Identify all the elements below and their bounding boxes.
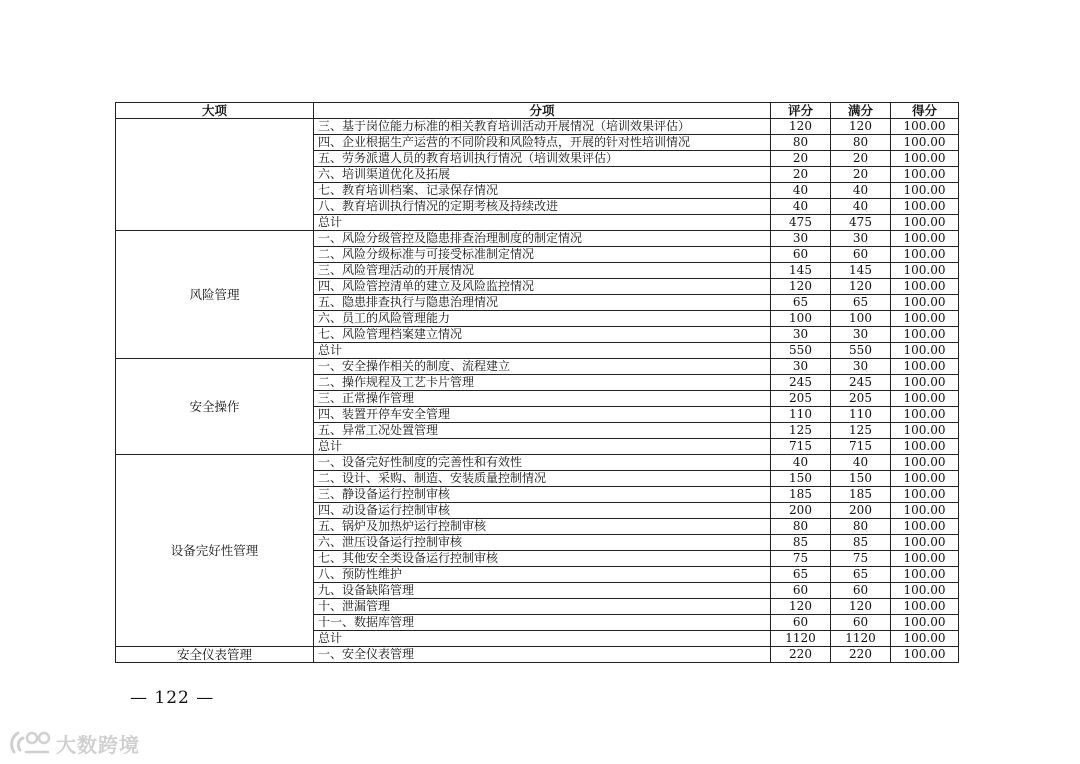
full-score-cell: 20 xyxy=(831,167,891,183)
result-cell: 100.00 xyxy=(891,487,959,503)
header-item: 分项 xyxy=(314,103,771,119)
full-score-cell: 20 xyxy=(831,151,891,167)
page-number: — 122 — xyxy=(130,688,215,708)
score-cell: 80 xyxy=(771,519,831,535)
result-cell: 100.00 xyxy=(891,503,959,519)
item-cell: 十、泄漏管理 xyxy=(314,599,771,615)
full-score-cell: 220 xyxy=(831,647,891,663)
full-score-cell: 185 xyxy=(831,487,891,503)
item-cell: 三、正常操作管理 xyxy=(314,391,771,407)
table-row xyxy=(116,231,959,247)
item-cell: 九、设备缺陷管理 xyxy=(314,583,771,599)
full-score-cell: 125 xyxy=(831,423,891,439)
score-cell: 100 xyxy=(771,311,831,327)
item-cell: 总计 xyxy=(314,439,771,455)
result-cell: 100.00 xyxy=(891,327,959,343)
result-cell: 100.00 xyxy=(891,471,959,487)
item-cell: 总计 xyxy=(314,215,771,231)
score-cell: 150 xyxy=(771,471,831,487)
item-cell: 一、安全仪表管理 xyxy=(314,647,771,663)
item-cell: 四、动设备运行控制审核 xyxy=(314,503,771,519)
full-score-cell: 120 xyxy=(831,119,891,135)
item-cell: 二、操作规程及工艺卡片管理 xyxy=(314,375,771,391)
item-cell: 三、风险管理活动的开展情况 xyxy=(314,263,771,279)
item-cell: 七、教育培训档案、记录保存情况 xyxy=(314,183,771,199)
result-cell: 100.00 xyxy=(891,535,959,551)
item-cell: 八、教育培训执行情况的定期考核及持续改进 xyxy=(314,199,771,215)
result-cell: 100.00 xyxy=(891,583,959,599)
score-cell: 475 xyxy=(771,215,831,231)
item-cell: 总计 xyxy=(314,631,771,647)
score-cell: 145 xyxy=(771,263,831,279)
result-cell: 100.00 xyxy=(891,439,959,455)
full-score-cell: 110 xyxy=(831,407,891,423)
score-cell: 1120 xyxy=(771,631,831,647)
item-cell: 六、泄压设备运行控制审核 xyxy=(314,535,771,551)
full-score-cell: 40 xyxy=(831,183,891,199)
item-cell: 七、风险管理档案建立情况 xyxy=(314,327,771,343)
full-score-cell: 715 xyxy=(831,439,891,455)
full-score-cell: 145 xyxy=(831,263,891,279)
item-cell: 六、员工的风险管理能力 xyxy=(314,311,771,327)
result-cell: 100.00 xyxy=(891,119,959,135)
full-score-cell: 30 xyxy=(831,231,891,247)
category-cell xyxy=(116,119,314,231)
item-cell: 一、设备完好性制度的完善性和有效性 xyxy=(314,455,771,471)
item-cell: 六、培训渠道优化及拓展 xyxy=(314,167,771,183)
full-score-cell: 85 xyxy=(831,535,891,551)
result-cell: 100.00 xyxy=(891,183,959,199)
item-cell: 五、隐患排查执行与隐患治理情况 xyxy=(314,295,771,311)
header-category: 大项 xyxy=(116,103,314,119)
watermark-text: 大数跨境 xyxy=(56,732,140,757)
score-cell: 60 xyxy=(771,247,831,263)
result-cell: 100.00 xyxy=(891,551,959,567)
result-cell: 100.00 xyxy=(891,167,959,183)
result-cell: 100.00 xyxy=(891,455,959,471)
full-score-cell: 60 xyxy=(831,247,891,263)
score-cell: 30 xyxy=(771,327,831,343)
score-cell: 40 xyxy=(771,455,831,471)
item-cell: 二、风险分级标准与可接受标准制定情况 xyxy=(314,247,771,263)
item-cell: 四、企业根据生产运营的不同阶段和风险特点，开展的针对性培训情况 xyxy=(314,135,771,151)
score-cell: 120 xyxy=(771,279,831,295)
score-cell: 185 xyxy=(771,487,831,503)
result-cell: 100.00 xyxy=(891,199,959,215)
full-score-cell: 120 xyxy=(831,599,891,615)
score-cell: 120 xyxy=(771,119,831,135)
header-result: 得分 xyxy=(891,103,959,119)
full-score-cell: 550 xyxy=(831,343,891,359)
result-cell: 100.00 xyxy=(891,615,959,631)
table-row xyxy=(116,455,959,471)
score-cell: 715 xyxy=(771,439,831,455)
table-row xyxy=(116,647,959,663)
result-cell: 100.00 xyxy=(891,599,959,615)
item-cell: 十一、数据库管理 xyxy=(314,615,771,631)
category-cell: 设备完好性管理 xyxy=(116,455,314,647)
score-cell: 245 xyxy=(771,375,831,391)
full-score-cell: 150 xyxy=(831,471,891,487)
result-cell: 100.00 xyxy=(891,135,959,151)
score-cell: 60 xyxy=(771,615,831,631)
result-cell: 100.00 xyxy=(891,567,959,583)
full-score-cell: 120 xyxy=(831,279,891,295)
score-cell: 75 xyxy=(771,551,831,567)
full-score-cell: 75 xyxy=(831,551,891,567)
score-cell: 550 xyxy=(771,343,831,359)
logo-icon xyxy=(8,728,52,758)
full-score-cell: 40 xyxy=(831,455,891,471)
score-cell: 40 xyxy=(771,183,831,199)
score-cell: 110 xyxy=(771,407,831,423)
item-cell: 一、安全操作相关的制度、流程建立 xyxy=(314,359,771,375)
result-cell: 100.00 xyxy=(891,151,959,167)
item-cell: 总计 xyxy=(314,343,771,359)
item-cell: 四、装置开停车安全管理 xyxy=(314,407,771,423)
result-cell: 100.00 xyxy=(891,343,959,359)
result-cell: 100.00 xyxy=(891,279,959,295)
full-score-cell: 60 xyxy=(831,615,891,631)
score-cell: 40 xyxy=(771,199,831,215)
score-cell: 200 xyxy=(771,503,831,519)
full-score-cell: 200 xyxy=(831,503,891,519)
result-cell: 100.00 xyxy=(891,647,959,663)
result-cell: 100.00 xyxy=(891,519,959,535)
category-cell: 安全仪表管理 xyxy=(116,647,314,663)
score-cell: 65 xyxy=(771,295,831,311)
item-cell: 五、锅炉及加热炉运行控制审核 xyxy=(314,519,771,535)
table-header-row xyxy=(116,103,959,119)
full-score-cell: 65 xyxy=(831,295,891,311)
item-cell: 五、异常工况处置管理 xyxy=(314,423,771,439)
item-cell: 八、预防性维护 xyxy=(314,567,771,583)
result-cell: 100.00 xyxy=(891,359,959,375)
item-cell: 五、劳务派遣人员的教育培训执行情况（培训效果评估） xyxy=(314,151,771,167)
table-body xyxy=(116,119,959,663)
header-score: 评分 xyxy=(771,103,831,119)
full-score-cell: 30 xyxy=(831,327,891,343)
result-cell: 100.00 xyxy=(891,407,959,423)
item-cell: 三、静设备运行控制审核 xyxy=(314,487,771,503)
result-cell: 100.00 xyxy=(891,295,959,311)
score-cell: 120 xyxy=(771,599,831,615)
score-cell: 85 xyxy=(771,535,831,551)
result-cell: 100.00 xyxy=(891,231,959,247)
score-cell: 60 xyxy=(771,583,831,599)
result-cell: 100.00 xyxy=(891,375,959,391)
full-score-cell: 245 xyxy=(831,375,891,391)
result-cell: 100.00 xyxy=(891,423,959,439)
result-cell: 100.00 xyxy=(891,247,959,263)
score-cell: 30 xyxy=(771,359,831,375)
full-score-cell: 65 xyxy=(831,567,891,583)
result-cell: 100.00 xyxy=(891,215,959,231)
score-cell: 30 xyxy=(771,231,831,247)
score-cell: 125 xyxy=(771,423,831,439)
full-score-cell: 40 xyxy=(831,199,891,215)
full-score-cell: 30 xyxy=(831,359,891,375)
category-cell: 风险管理 xyxy=(116,231,314,359)
full-score-cell: 80 xyxy=(831,519,891,535)
table-row xyxy=(116,119,959,135)
score-cell: 80 xyxy=(771,135,831,151)
item-cell: 二、设计、采购、制造、安装质量控制情况 xyxy=(314,471,771,487)
header-full: 满分 xyxy=(831,103,891,119)
watermark xyxy=(8,728,140,758)
item-cell: 一、风险分级管控及隐患排查治理制度的制定情况 xyxy=(314,231,771,247)
result-cell: 100.00 xyxy=(891,631,959,647)
full-score-cell: 60 xyxy=(831,583,891,599)
result-cell: 100.00 xyxy=(891,263,959,279)
full-score-cell: 80 xyxy=(831,135,891,151)
full-score-cell: 100 xyxy=(831,311,891,327)
score-cell: 205 xyxy=(771,391,831,407)
score-cell: 220 xyxy=(771,647,831,663)
item-cell: 七、其他安全类设备运行控制审核 xyxy=(314,551,771,567)
item-cell: 四、风险管控清单的建立及风险监控情况 xyxy=(314,279,771,295)
full-score-cell: 475 xyxy=(831,215,891,231)
result-cell: 100.00 xyxy=(891,311,959,327)
score-cell: 20 xyxy=(771,167,831,183)
score-cell: 20 xyxy=(771,151,831,167)
full-score-cell: 1120 xyxy=(831,631,891,647)
category-cell: 安全操作 xyxy=(116,359,314,455)
full-score-cell: 205 xyxy=(831,391,891,407)
table-row xyxy=(116,359,959,375)
score-table xyxy=(115,102,959,663)
item-cell: 三、基于岗位能力标准的相关教育培训活动开展情况（培训效果评估） xyxy=(314,119,771,135)
score-cell: 65 xyxy=(771,567,831,583)
result-cell: 100.00 xyxy=(891,391,959,407)
